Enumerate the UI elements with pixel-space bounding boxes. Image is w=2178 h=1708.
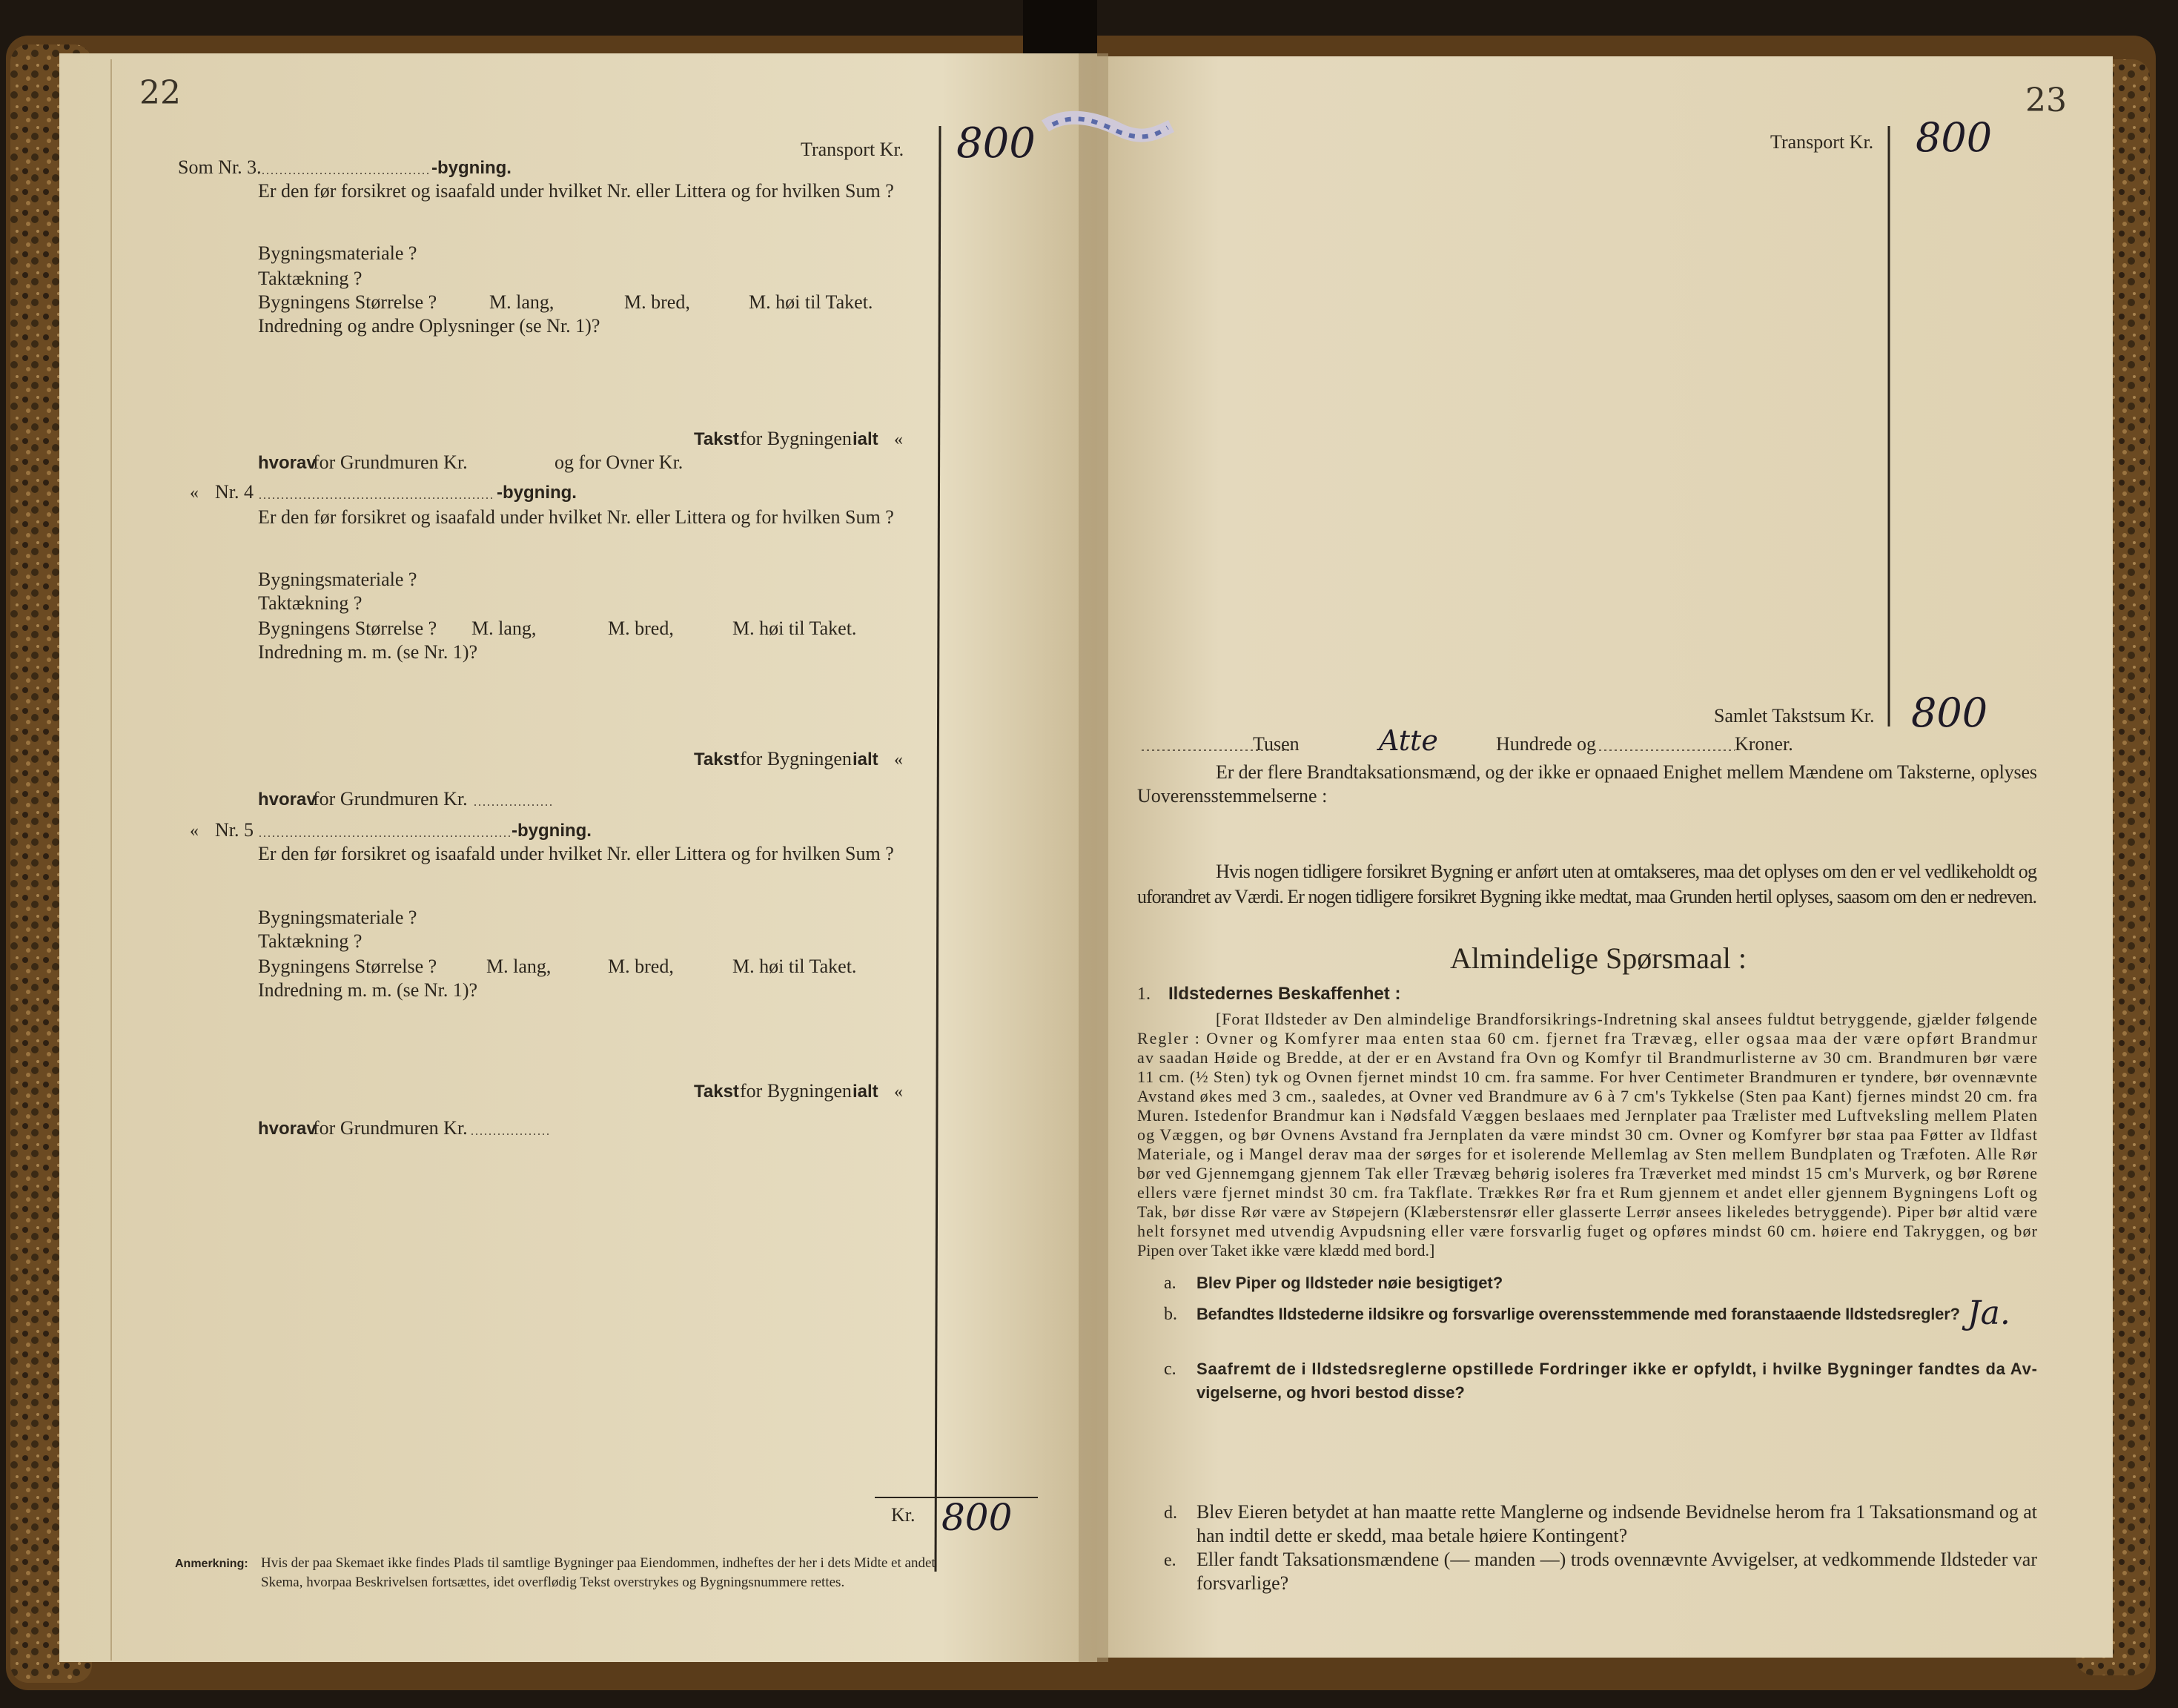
hvorav-4-word: hvorav: [258, 790, 317, 810]
question-e-text2: forsvarlige?: [1196, 1572, 1289, 1594]
building-5-size: Bygningens Størrelse ?: [258, 956, 437, 977]
hvorav-3-word: hvorav: [258, 453, 317, 473]
building-4-question: Er den før forsikret og isaafald under hvilket Nr. eller Littera og for hvilken Sum ?: [258, 506, 894, 528]
question-e-letter: e.: [1164, 1551, 1176, 1570]
takst-4-quote: «: [894, 750, 903, 769]
disagree-line-2: Uoverensstemmelserne :: [1137, 785, 1328, 807]
building-3-size-wide: M. bred,: [624, 291, 690, 313]
rule-line-8: Materiale, og i Mangel derav maa der sørges for et isolerende Mellemlag av Sten mellem Bundplaten og Træfoten. Alle Rør: [1137, 1145, 2037, 1163]
building-3-interior: Indredning og andre Oplysninger (se Nr. 1)?: [258, 315, 600, 337]
question-d-letter: d.: [1164, 1503, 1177, 1523]
rule-line-1: [Forat Ildsteder av Den almindelige Brandforsikrings-Indretning skal ansees fuldtut betryggende, gjælder følgende: [1216, 1010, 2037, 1028]
rule-line-10: ellers være fjernet mindst 30 cm. fra Takflate. Trækkes Rør fra et Rum gjennem et andet eller gjennem Bygningens Loft og: [1137, 1183, 2037, 1202]
building-3-suffix: -bygning.: [431, 158, 512, 178]
hvorav-3-foundation: for Grundmuren Kr.: [313, 451, 468, 473]
building-4-interior: Indredning m. m. (se Nr. 1)?: [258, 641, 478, 663]
fire-rules-paragraph: [1137, 1010, 2038, 1260]
samlet-label: Samlet Takstsum Kr.: [1714, 705, 1875, 726]
building-3-size: Bygningens Størrelse ?: [258, 291, 437, 313]
building-3-question: Er den før forsikret og isaafald under hvilket Nr. eller Littera og for hvilken Sum ?: [258, 180, 894, 202]
takst-3-quote: «: [894, 430, 903, 449]
previous-line-1: Hvis nogen tidligere forsikret Bygning er anført uten at omtakseres, maa det oplyses om den er vel vedlikeholdt og: [1216, 861, 2037, 882]
rule-line-9: bør ved Gjennemgang gjennem Tak eller Trævæg behørig isoleres fra Træverket med mindst 15 cm's Murverk, og bør Rørene: [1137, 1164, 2037, 1182]
transport-value-right: 800: [1916, 114, 1993, 161]
takst-3-word: Takst: [694, 429, 739, 449]
takst-4-ialt: ialt: [853, 749, 878, 769]
question-b-text: Befandtes Ildstederne ildsikre og forsvarlige overensstemmende med foranstaaende Ildstedsregler?: [1196, 1305, 1960, 1323]
building-5-question: Er den før forsikret og isaafald under hvilket Nr. eller Littera og for hvilken Sum ?: [258, 843, 894, 864]
building-5-prefix: Nr. 5: [215, 819, 254, 841]
rule-line-7: og Væggen, og bør Ovnens Avstand fra Jernplaten da være mindst 30 cm. Ovner og Komfyrer bør staa paa Føtter av Ildfast: [1137, 1125, 2037, 1144]
building-3-size-high: M. høi til Taket.: [749, 291, 873, 313]
building-5-material: Bygningsmateriale ?: [258, 907, 417, 928]
disagree-line-1: Er der flere Brandtaksationsmænd, og der ikke er opnaaed Enighet mellem Mændene om Taksterne, oplyses: [1216, 761, 2037, 783]
rule-line-3: av saadan Høide og Bredde, at der er en Avstand fra Ovn og Komfyr til Brandmurlisterne av 30 cm. Brandmuren bør være: [1137, 1048, 2037, 1067]
hvorav-4-foundation: for Grundmuren Kr.: [313, 788, 468, 810]
hvorav-3-stoves: og for Ovner Kr.: [555, 451, 683, 473]
question-e-text: Eller fandt Taksationsmændene (— manden —) trods ovennævnte Avvigelser, at vedkommende Ildsteder var: [1196, 1549, 2037, 1570]
page-number-right: 23: [2025, 82, 2067, 119]
building-5-size-long: M. lang,: [486, 956, 552, 977]
general-questions-heading: Almindelige Spørsmaal :: [1450, 941, 1747, 975]
gutter: [1079, 53, 1108, 1662]
question-b-answer: Ja.: [1967, 1294, 2010, 1332]
takst-3-label: for Bygningen: [740, 428, 852, 449]
right-page: [1097, 56, 2113, 1658]
building-4-roof: Taktækning ?: [258, 592, 363, 614]
question-c-text2: vigelserne, og hvori bestod disse?: [1196, 1383, 1465, 1402]
building-5-quote: «: [190, 821, 199, 841]
section-title: Ildstedernes Beskaffenhet :: [1168, 984, 1401, 1004]
takst-5-word: Takst: [694, 1082, 739, 1102]
question-a-letter: a.: [1164, 1274, 1176, 1293]
question-d-text2: han indtil dette er skedd, maa betale høiere Kontingent?: [1196, 1525, 1628, 1546]
section-number: 1.: [1137, 984, 1151, 1004]
takst-4-label: for Bygningen: [740, 748, 852, 769]
building-4-quote: «: [190, 483, 199, 503]
note-line-1: Hvis der paa Skemaet ikke findes Plads til samtlige Bygninger paa Eiendommen, indheftes der her i dets Midte et andet: [261, 1555, 936, 1571]
hvorav-5-foundation: for Grundmuren Kr.: [313, 1117, 468, 1139]
building-5-roof: Taktækning ?: [258, 930, 363, 952]
building-3-prefix: Som Nr. 3.: [178, 156, 262, 178]
question-b-letter: b.: [1164, 1305, 1177, 1324]
building-5-interior: Indredning m. m. (se Nr. 1)?: [258, 979, 478, 1001]
building-3-size-long: M. lang,: [489, 291, 555, 313]
takst-5-label: for Bygningen: [740, 1080, 852, 1102]
rule-line-13: Pipen over Taket ikke være klædd med bord.]: [1137, 1241, 1435, 1260]
takst-5-ialt: ialt: [853, 1082, 878, 1102]
page-number-left: 22: [139, 74, 181, 112]
rule-line-5: Avstand økes med 3 cm., saaledes, at Ovner ved Brandmure av 6 à 7 cm's Tykkelse (Sten paa Kant) fjernes mindst 20 cm. fra: [1137, 1087, 2037, 1105]
takst-4-word: Takst: [694, 749, 739, 769]
building-3-roof: Taktækning ?: [258, 268, 363, 289]
building-4-material: Bygningsmateriale ?: [258, 569, 417, 590]
takst-5-quote: «: [894, 1082, 903, 1102]
total-kr-label: Kr.: [891, 1504, 916, 1526]
question-c-text: Saafremt de i Ildstedsreglerne opstillede Fordringer ikke er opfyldt, i hvilke Bygninger fandtes da Av-: [1196, 1360, 2037, 1378]
building-4-suffix: -bygning.: [497, 483, 577, 503]
question-d-text: Blev Eieren betydet at han maatte rette Manglerne og indsende Bevidnelse herom fra 1 Taksationsmand og at: [1196, 1501, 2037, 1523]
rule-line-6: Muren. Istedenfor Brandmur kan i Nødsfald Væggen beslaaes med Jernplater paa Trælister med Luftveksling mellem Platen: [1137, 1106, 2037, 1125]
hvorav-5-word: hvorav: [258, 1119, 317, 1139]
rule-line-4: 11 cm. (½ Sten) tyk og Ovnen fjernet mindst 10 cm. fra samme. For hver Centimeter Brandmuren er tyndere, bør ovennævnte: [1137, 1068, 2037, 1086]
tusen-handwritten: Atte: [1379, 724, 1438, 757]
kroner-label: Kroner.: [1735, 733, 1793, 755]
building-3-material: Bygningsmateriale ?: [258, 242, 417, 264]
building-4-size: Bygningens Størrelse ?: [258, 618, 437, 639]
building-4-prefix: Nr. 4: [215, 481, 254, 503]
rule-line-2: Regler : Ovner og Komfyrer maa enten staa 60 cm. fjernet fra Trævæg, eller ogsaa maa der være opført Brandmur: [1137, 1029, 2037, 1047]
note-line-2: Skema, hvorpaa Beskrivelsen fortsættes, idet overflødig Tekst overstrykes og Bygningsnummere rettes.: [261, 1575, 845, 1590]
hundrede-label: Hundrede og: [1496, 733, 1597, 755]
previous-line-2: uforandret av Værdi. Er nogen tidligere forsikret Bygning ikke medtat, maa Grunden hertil oplyses, saasom om den er nedreven.: [1137, 886, 2037, 907]
total-kr-value: 800: [941, 1496, 1013, 1539]
building-5-size-wide: M. bred,: [608, 956, 674, 977]
transport-label-left: Transport Kr.: [801, 139, 904, 160]
building-4-size-wide: M. bred,: [608, 618, 674, 639]
building-5-size-high: M. høi til Taket.: [732, 956, 857, 977]
takst-3-ialt: ialt: [853, 429, 878, 449]
tusen-label: Tusen: [1253, 733, 1300, 755]
building-5-suffix: -bygning.: [512, 821, 592, 841]
rule-line-12: helt forsynet med utvendig Avpudsning eller være forsvarlig fuget og opføres mindst 60 cm. høiere end Takryggen, og bør: [1137, 1222, 2037, 1240]
question-c-letter: c.: [1164, 1360, 1176, 1379]
transport-value-left: 800: [956, 119, 1036, 168]
rule-line-11: Tak, bør disse Rør være av Støpejern (Klæberstensrør eller glasserte Lerrør ansees likeledes betryggende). Piper bør altid være: [1137, 1202, 2037, 1221]
note-label: Anmerkning:: [175, 1558, 248, 1570]
question-a-text: Blev Piper og Ildsteder nøie besigtiget?: [1196, 1274, 1503, 1292]
building-4-size-long: M. lang,: [471, 618, 537, 639]
samlet-value: 800: [1911, 689, 1988, 736]
transport-label-right: Transport Kr.: [1770, 131, 1874, 153]
building-4-size-high: M. høi til Taket.: [732, 618, 857, 639]
